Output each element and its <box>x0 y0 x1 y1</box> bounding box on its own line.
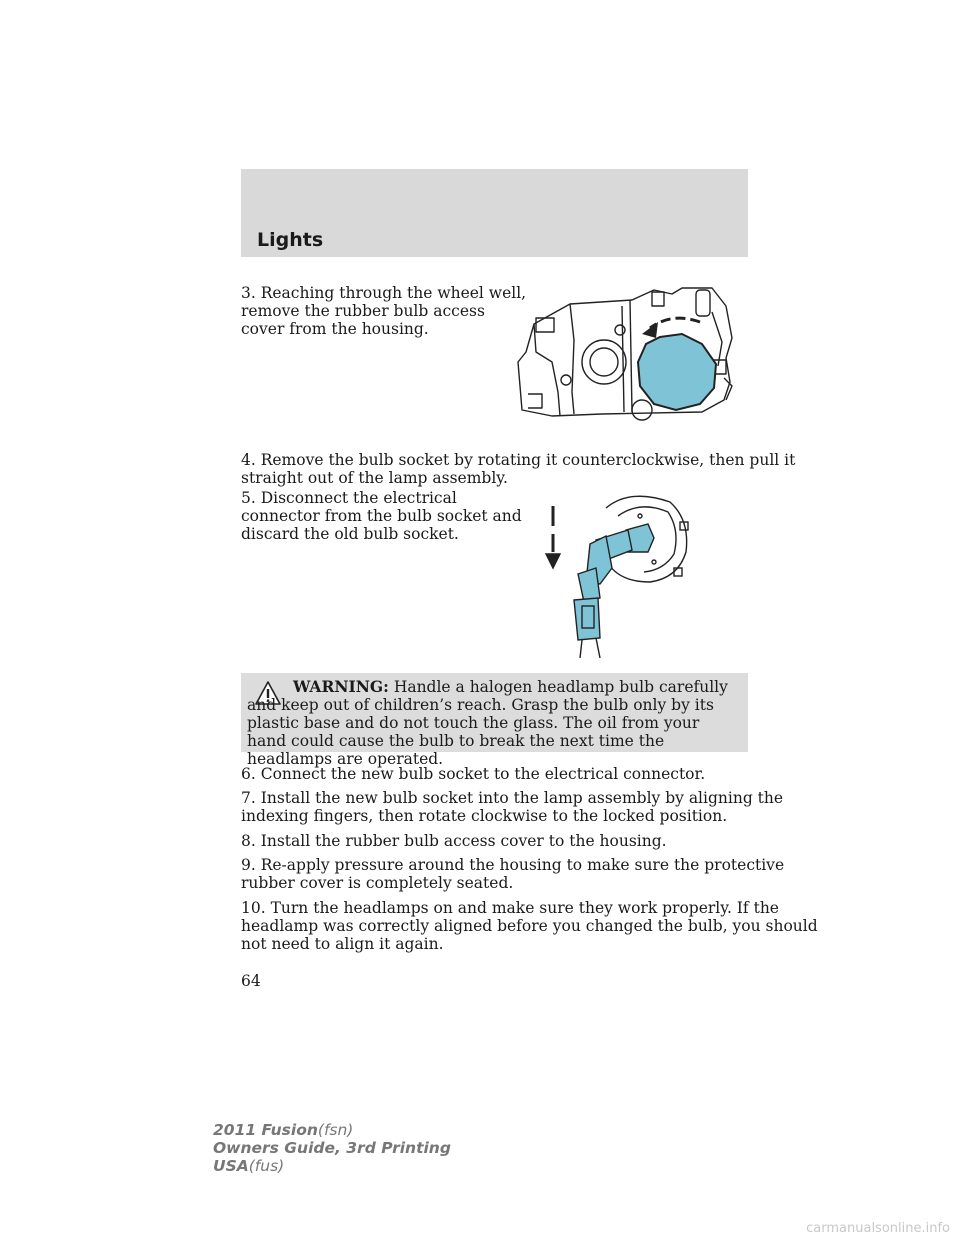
step-3-line: remove the rubber bulb access <box>241 302 485 320</box>
bulb-socket-illustration <box>540 486 700 658</box>
step-6-line: 6. Connect the new bulb socket to the electrical connector. <box>241 765 706 783</box>
step-4 <box>241 451 795 487</box>
step-10-line: not need to align it again. <box>241 935 444 953</box>
watermark: carmanualsonline.info <box>806 1221 950 1236</box>
footer-line-1 <box>213 1121 451 1139</box>
warning-label: WARNING: <box>293 677 389 696</box>
step-9-line: rubber cover is completely seated. <box>241 874 514 892</box>
step-3-line: 3. Reaching through the wheel well, <box>241 284 527 302</box>
warning-text <box>247 678 743 768</box>
footer-line-2 <box>213 1139 451 1157</box>
step-7-line: indexing fingers, then rotate clockwise to the locked position. <box>241 807 728 825</box>
warning-box <box>241 673 748 768</box>
step-10 <box>241 899 818 953</box>
section-header <box>241 169 748 257</box>
step-5-line: connector from the bulb socket and <box>241 507 522 525</box>
step-5-line: 5. Disconnect the electrical <box>241 489 457 507</box>
step-3-line: cover from the housing. <box>241 320 429 338</box>
step-8 <box>241 832 667 850</box>
step-9-line: 9. Re-apply pressure around the housing to make sure the protective <box>241 856 785 874</box>
footer-model: 2011 Fusion <box>213 1121 318 1139</box>
step-9 <box>241 856 784 892</box>
section-title: Lights <box>257 229 324 251</box>
page-number: 64 <box>241 972 261 990</box>
step-8-line: 8. Install the rubber bulb access cover to the housing. <box>241 832 667 850</box>
step-5 <box>241 489 522 543</box>
footer-line-3 <box>213 1157 451 1175</box>
document-footer <box>213 1121 451 1175</box>
step-5-line: discard the old bulb socket. <box>241 525 459 543</box>
step-3 <box>241 284 526 338</box>
step-6 <box>241 765 705 783</box>
warning-body: Handle a halogen headlamp bulb carefully and keep out of children’s reach. Grasp the bulb only by its plastic base and do not touch the glass. The oil from your hand could cause the bulb to break the next time the headlamps are operated. <box>247 678 728 768</box>
footer-region: USA <box>213 1157 249 1175</box>
headlamp-assembly-illustration <box>512 282 738 430</box>
step-10-line: 10. Turn the headlamps on and make sure they work properly. If the <box>241 899 779 917</box>
step-7-line: 7. Install the new bulb socket into the lamp assembly by aligning the <box>241 789 784 807</box>
step-4-line: straight out of the lamp assembly. <box>241 469 508 487</box>
step-10-line: headlamp was correctly aligned before you changed the bulb, you should <box>241 917 818 935</box>
step-7 <box>241 789 783 825</box>
footer-region-code: (fus) <box>248 1157 285 1175</box>
footer-guide-title: Owners Guide, 3rd Printing <box>213 1139 451 1157</box>
step-4-line: 4. Remove the bulb socket by rotating it counterclockwise, then pull it <box>241 451 796 469</box>
footer-model-code: (fsn) <box>317 1121 354 1139</box>
